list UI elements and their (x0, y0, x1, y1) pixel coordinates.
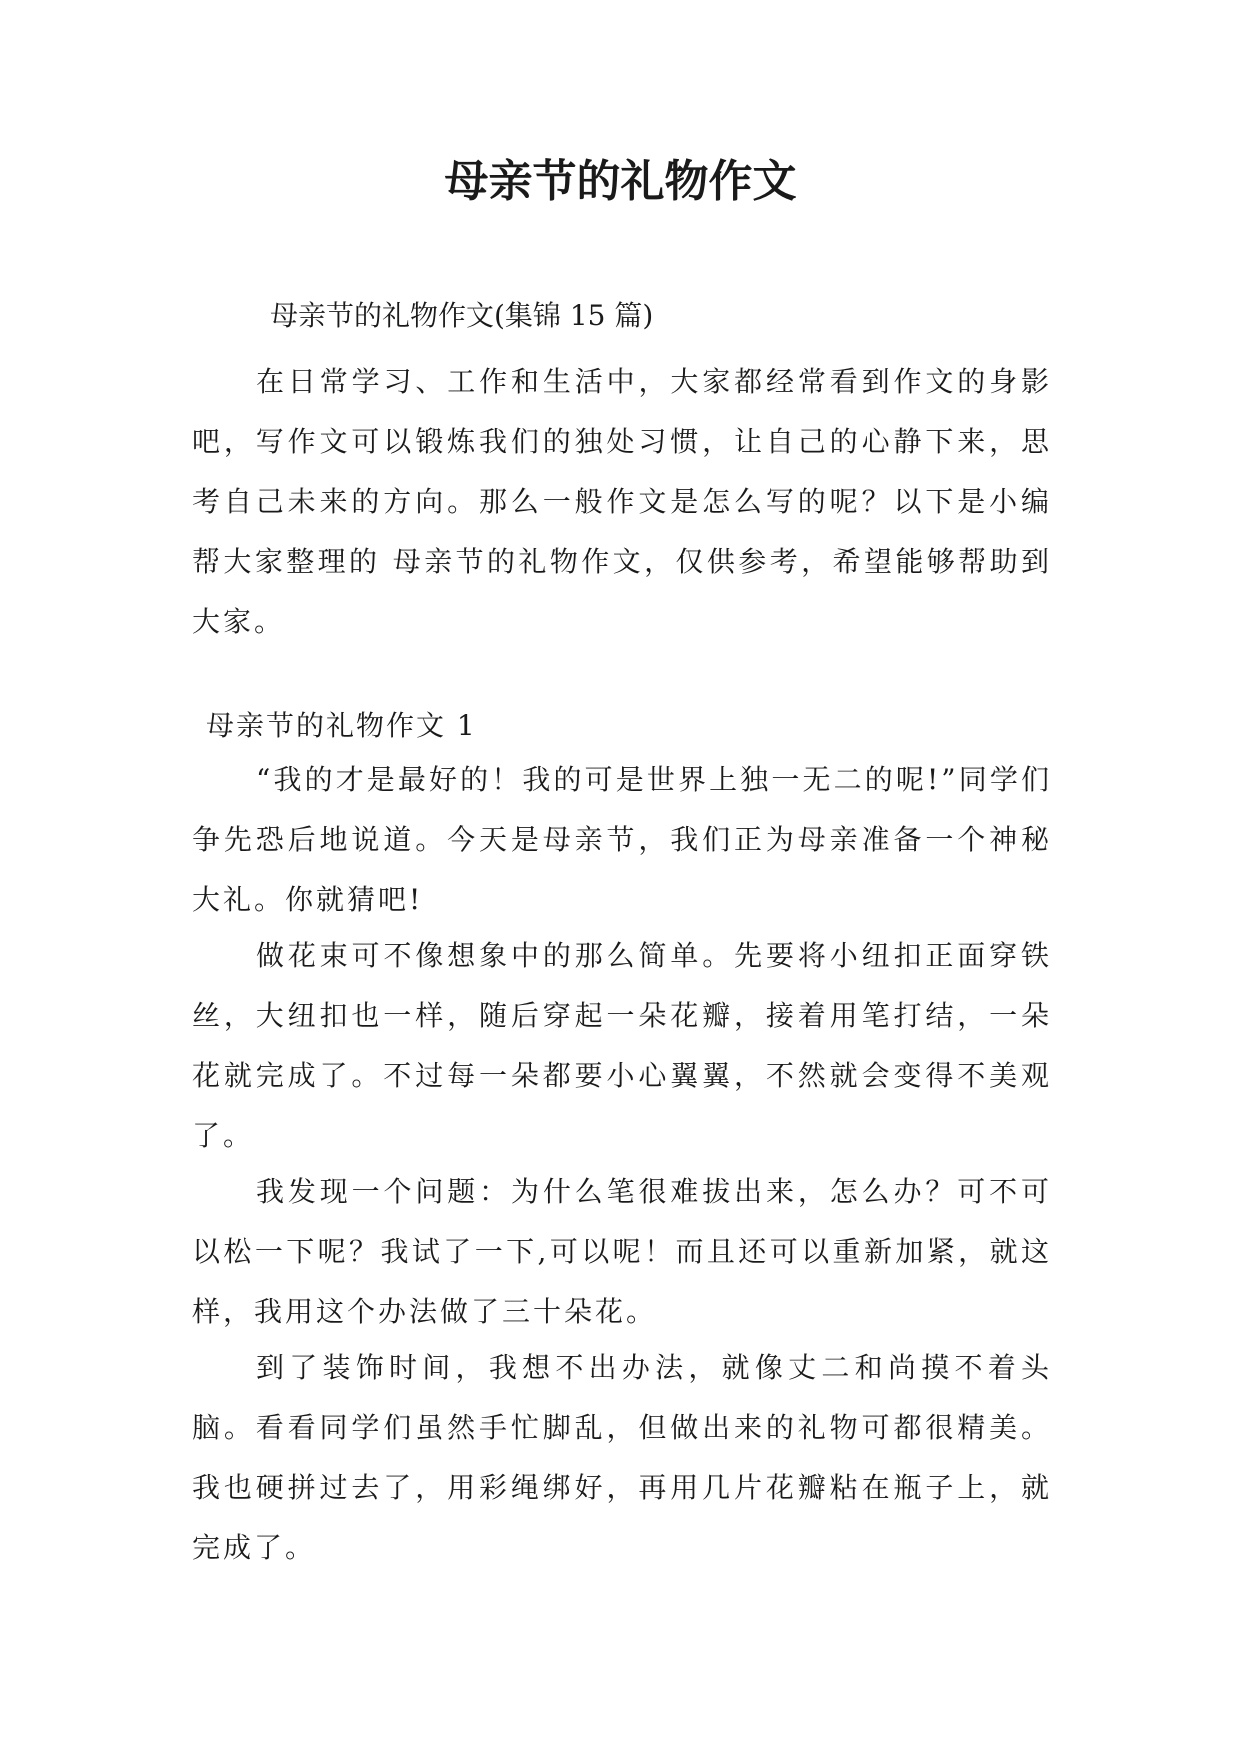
body-paragraph-3: 我发现一个问题：为什么笔很难拔出来，怎么办？可不可以松一下呢？我试了一下,可以呢！而且还可以重新加紧，就这样，我用这个办法做了三十朵花。 (192, 1175, 1052, 1328)
document-subtitle: 母亲节的礼物作文(集锦 15 篇) (270, 299, 654, 332)
section-heading: 母亲节的礼物作文 1 (206, 709, 477, 742)
body-paragraph-2: 做花束可不像想象中的那么简单。先要将小纽扣正面穿铁丝，大纽扣也一样，随后穿起一朵花瓣，接着用笔打结，一朵花就完成了。不过每一朵都要小心翼翼，不然就会变得不美观了。 (192, 939, 1052, 1152)
body-paragraph-4: 到了装饰时间，我想不出办法，就像丈二和尚摸不着头脑。看看同学们虽然手忙脚乱，但做出来的礼物可都很精美。我也硬拼过去了，用彩绳绑好，再用几片花瓣粘在瓶子上，就完成了。 (192, 1351, 1052, 1564)
document-title: 母亲节的礼物作文 (444, 156, 797, 207)
intro-paragraph: 在日常学习、工作和生活中，大家都经常看到作文的身影吧，写作文可以锻炼我们的独处习惯，让自己的心静下来，思考自己未来的方向。那么一般作文是怎么写的呢？以下是小编帮大家整理的 母亲节的礼物作文，仅供参考，希望能够帮助到大家。 (192, 365, 1052, 638)
body-paragraph-1: “我的才是最好的！我的可是世界上独一无二的呢!”同学们争先恐后地说道。今天是母亲节，我们正为母亲准备一个神秘大礼。你就猜吧! (192, 763, 1052, 916)
